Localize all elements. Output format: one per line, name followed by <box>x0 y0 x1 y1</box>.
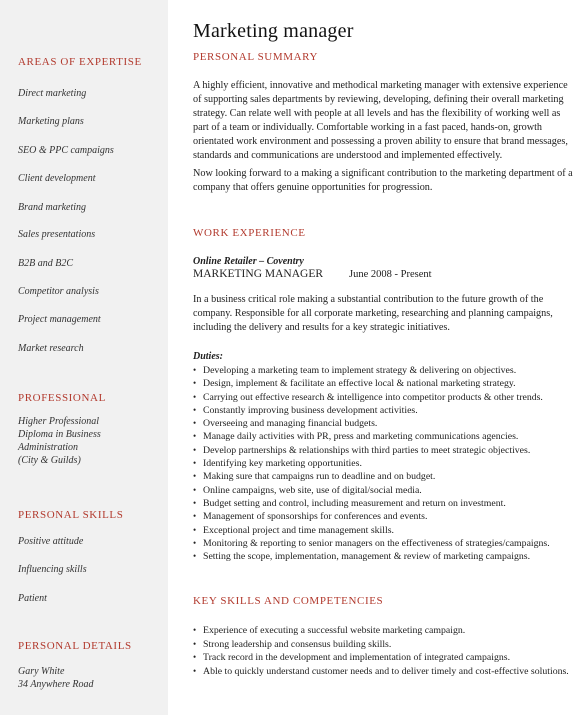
qualification-line: Higher Professional <box>18 416 100 427</box>
expertise-item: Competitor analysis <box>18 286 99 297</box>
duty-item: • Making sure that campaigns run to deadline and on budget. <box>193 470 573 483</box>
expertise-item: Direct marketing <box>18 88 87 99</box>
duty-item: • Design, implement & facilitate an effective local & national marketing strategy. <box>193 377 573 390</box>
work-experience-heading: WORK EXPERIENCE <box>193 227 306 239</box>
summary-paragraph: A highly efficient, innovative and methodical marketing manager with extensive experience of supporting sales departments by reviewing, developing, defining their overall marketing strategy. Can relate well with people at all levels and has the flexibility of working well as part of a team or individually. Comfortable working in a fast paced, hands-on, growth orientated work environment and possessing a proven ability to ensure that brand messages, standards and communications are understood and implemented effectively. <box>193 80 568 161</box>
personal-summary <box>193 79 573 199</box>
expertise-item: SEO & PPC campaigns <box>18 145 114 156</box>
duty-item: • Carrying out effective research & intelligence into competitor products & other trends. <box>193 391 573 404</box>
areas-of-expertise-heading: AREAS OF EXPERTISE <box>18 56 142 68</box>
job-dates: June 2008 - Present <box>349 269 432 280</box>
duties-heading: Duties: <box>193 351 223 362</box>
personal-details-heading: PERSONAL DETAILS <box>18 640 132 652</box>
duty-item: • Budget setting and control, including measurement and return on investment. <box>193 497 573 510</box>
expertise-item: Market research <box>18 343 84 354</box>
job-title: MARKETING MANAGER <box>193 268 324 280</box>
duty-item: • Monitoring & reporting to senior managers on the effectiveness of strategies/campaigns. <box>193 537 573 550</box>
duty-item: • Exceptional project and time management skills. <box>193 524 573 537</box>
summary-paragraph: Now looking forward to a making a significant contribution to the marketing department of a company that offers genuine opportunities for progression. <box>193 168 573 193</box>
duty-item: • Online campaigns, web site, use of digital/social media. <box>193 484 573 497</box>
qualification-line: (City & Guilds) <box>18 455 81 466</box>
job-row <box>193 268 432 280</box>
expertise-item: Marketing plans <box>18 116 84 127</box>
job-description: In a business critical role making a substantial contribution to the future growth of the company. Responsible for all corporate marketing, researching and planning campaigns, including the delivery and results for a key strategic initiatives. <box>193 294 553 333</box>
key-skill-item: • Experience of executing a successful website marketing campaign. <box>193 624 573 638</box>
key-skill-item: • Track record in the development and implementation of integrated campaigns. <box>193 651 573 665</box>
key-skills-list <box>193 624 573 678</box>
duty-item: • Overseeing and managing financial budgets. <box>193 417 573 430</box>
contact-address: 34 Anywhere Road <box>18 679 94 690</box>
expertise-item: B2B and B2C <box>18 258 73 269</box>
expertise-item: Project management <box>18 314 101 325</box>
personal-skills-heading: PERSONAL SKILLS <box>18 509 124 521</box>
expertise-item: Brand marketing <box>18 202 87 213</box>
personal-skill-item: Influencing skills <box>18 564 87 575</box>
professional-heading: PROFESSIONAL <box>18 392 106 404</box>
personal-skill-item: Positive attitude <box>18 536 84 547</box>
key-skill-item: • Able to quickly understand customer needs and to deliver timely and cost-effective solutions. <box>193 665 573 679</box>
duty-item: • Manage daily activities with PR, press and marketing communications agencies. <box>193 430 573 443</box>
contact-name: Gary White <box>18 666 65 677</box>
duty-item: • Developing a marketing team to implement strategy & delivering on objectives. <box>193 364 573 377</box>
duty-item: • Setting the scope, implementation, management & review of marketing campaigns. <box>193 550 573 563</box>
resume-title: Marketing manager <box>193 20 354 42</box>
duty-item: • Develop partnerships & relationships with third parties to meet strategic objectives. <box>193 444 573 457</box>
qualification-line: Diploma in Business <box>18 429 101 440</box>
expertise-item: Client development <box>18 173 96 184</box>
personal-skill-item: Patient <box>18 593 47 604</box>
sidebar <box>0 0 168 715</box>
qualification-line: Administration <box>18 442 79 453</box>
key-skills-heading: KEY SKILLS AND COMPETENCIES <box>193 595 384 607</box>
expertise-item: Sales presentations <box>18 229 96 240</box>
employer-name: Online Retailer – Coventry <box>193 256 304 267</box>
personal-summary-heading: PERSONAL SUMMARY <box>193 51 319 63</box>
duty-item: • Management of sponsorships for conferences and events. <box>193 510 573 523</box>
key-skill-item: • Strong leadership and consensus building skills. <box>193 638 573 652</box>
duty-item: • Constantly improving business development activities. <box>193 404 573 417</box>
duty-item: • Identifying key marketing opportunities. <box>193 457 573 470</box>
duties-list <box>193 364 573 563</box>
